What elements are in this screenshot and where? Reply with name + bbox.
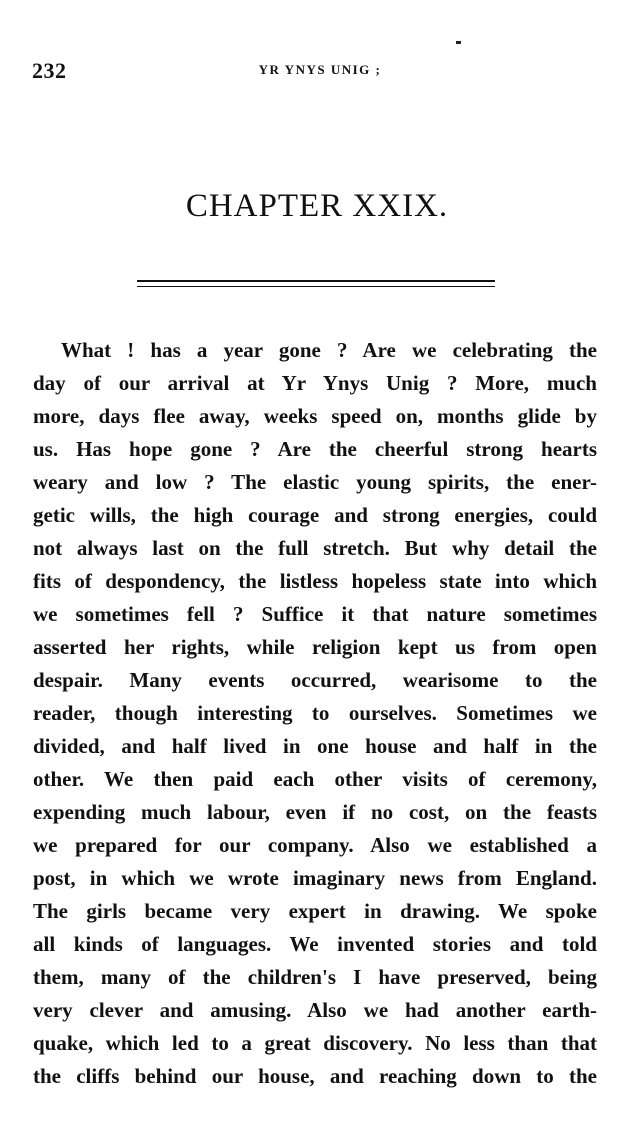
ink-speck [456,41,461,44]
text-line: weary and low ? The elastic young spirits, the ener- [33,470,597,494]
text-line: us. Has hope gone ? Are the cheerful strong hearts [33,437,597,461]
chapter-title: CHAPTER XXIX. [185,188,449,224]
text-line: we prepared for our company. Also we established a [33,833,597,857]
running-head: YR YNYS UNIG ; [258,62,382,77]
text-line: The girls became very expert in drawing. We spoke [33,899,597,923]
rule-thick-line [137,280,495,282]
text-line: fits of despondency, the listless hopeless state into which [33,569,597,593]
text-line: reader, though interesting to ourselves. Sometimes we [33,701,597,725]
body-paragraph [33,334,597,1093]
text-line: them, many of the children's I have preserved, being [33,965,597,989]
text-line: asserted her rights, while religion kept us from open [33,635,597,659]
text-line: despair. Many events occurred, wearisome to the [33,668,597,692]
text-line: very clever and amusing. Also we had another earth- [33,998,597,1022]
text-line: we sometimes fell ? Suffice it that nature sometimes [33,602,597,626]
text-line: the cliffs behind our house, and reaching down to the [33,1064,597,1088]
text-line: other. We then paid each other visits of ceremony, [33,767,597,791]
text-line: divided, and half lived in one house and half in the [33,734,597,758]
text-line: post, in which we wrote imaginary news from England. [33,866,597,890]
text-line: day of our arrival at Yr Ynys Unig ? More, much [33,371,597,395]
text-line: quake, which led to a great discovery. No less than that [33,1031,597,1055]
text-line: not always last on the full stretch. But why detail the [33,536,597,560]
page-number: 232 [32,58,67,83]
rule-thin-line [137,286,495,287]
text-line: more, days flee away, weeks speed on, months glide by [33,404,597,428]
double-rule-divider [137,280,495,289]
text-line: all kinds of languages. We invented stories and told [33,932,597,956]
text-line: getic wills, the high courage and strong energies, could [33,503,597,527]
text-line: expending much labour, even if no cost, on the feasts [33,800,597,824]
text-line: What ! has a year gone ? Are we celebrating the [61,338,597,362]
